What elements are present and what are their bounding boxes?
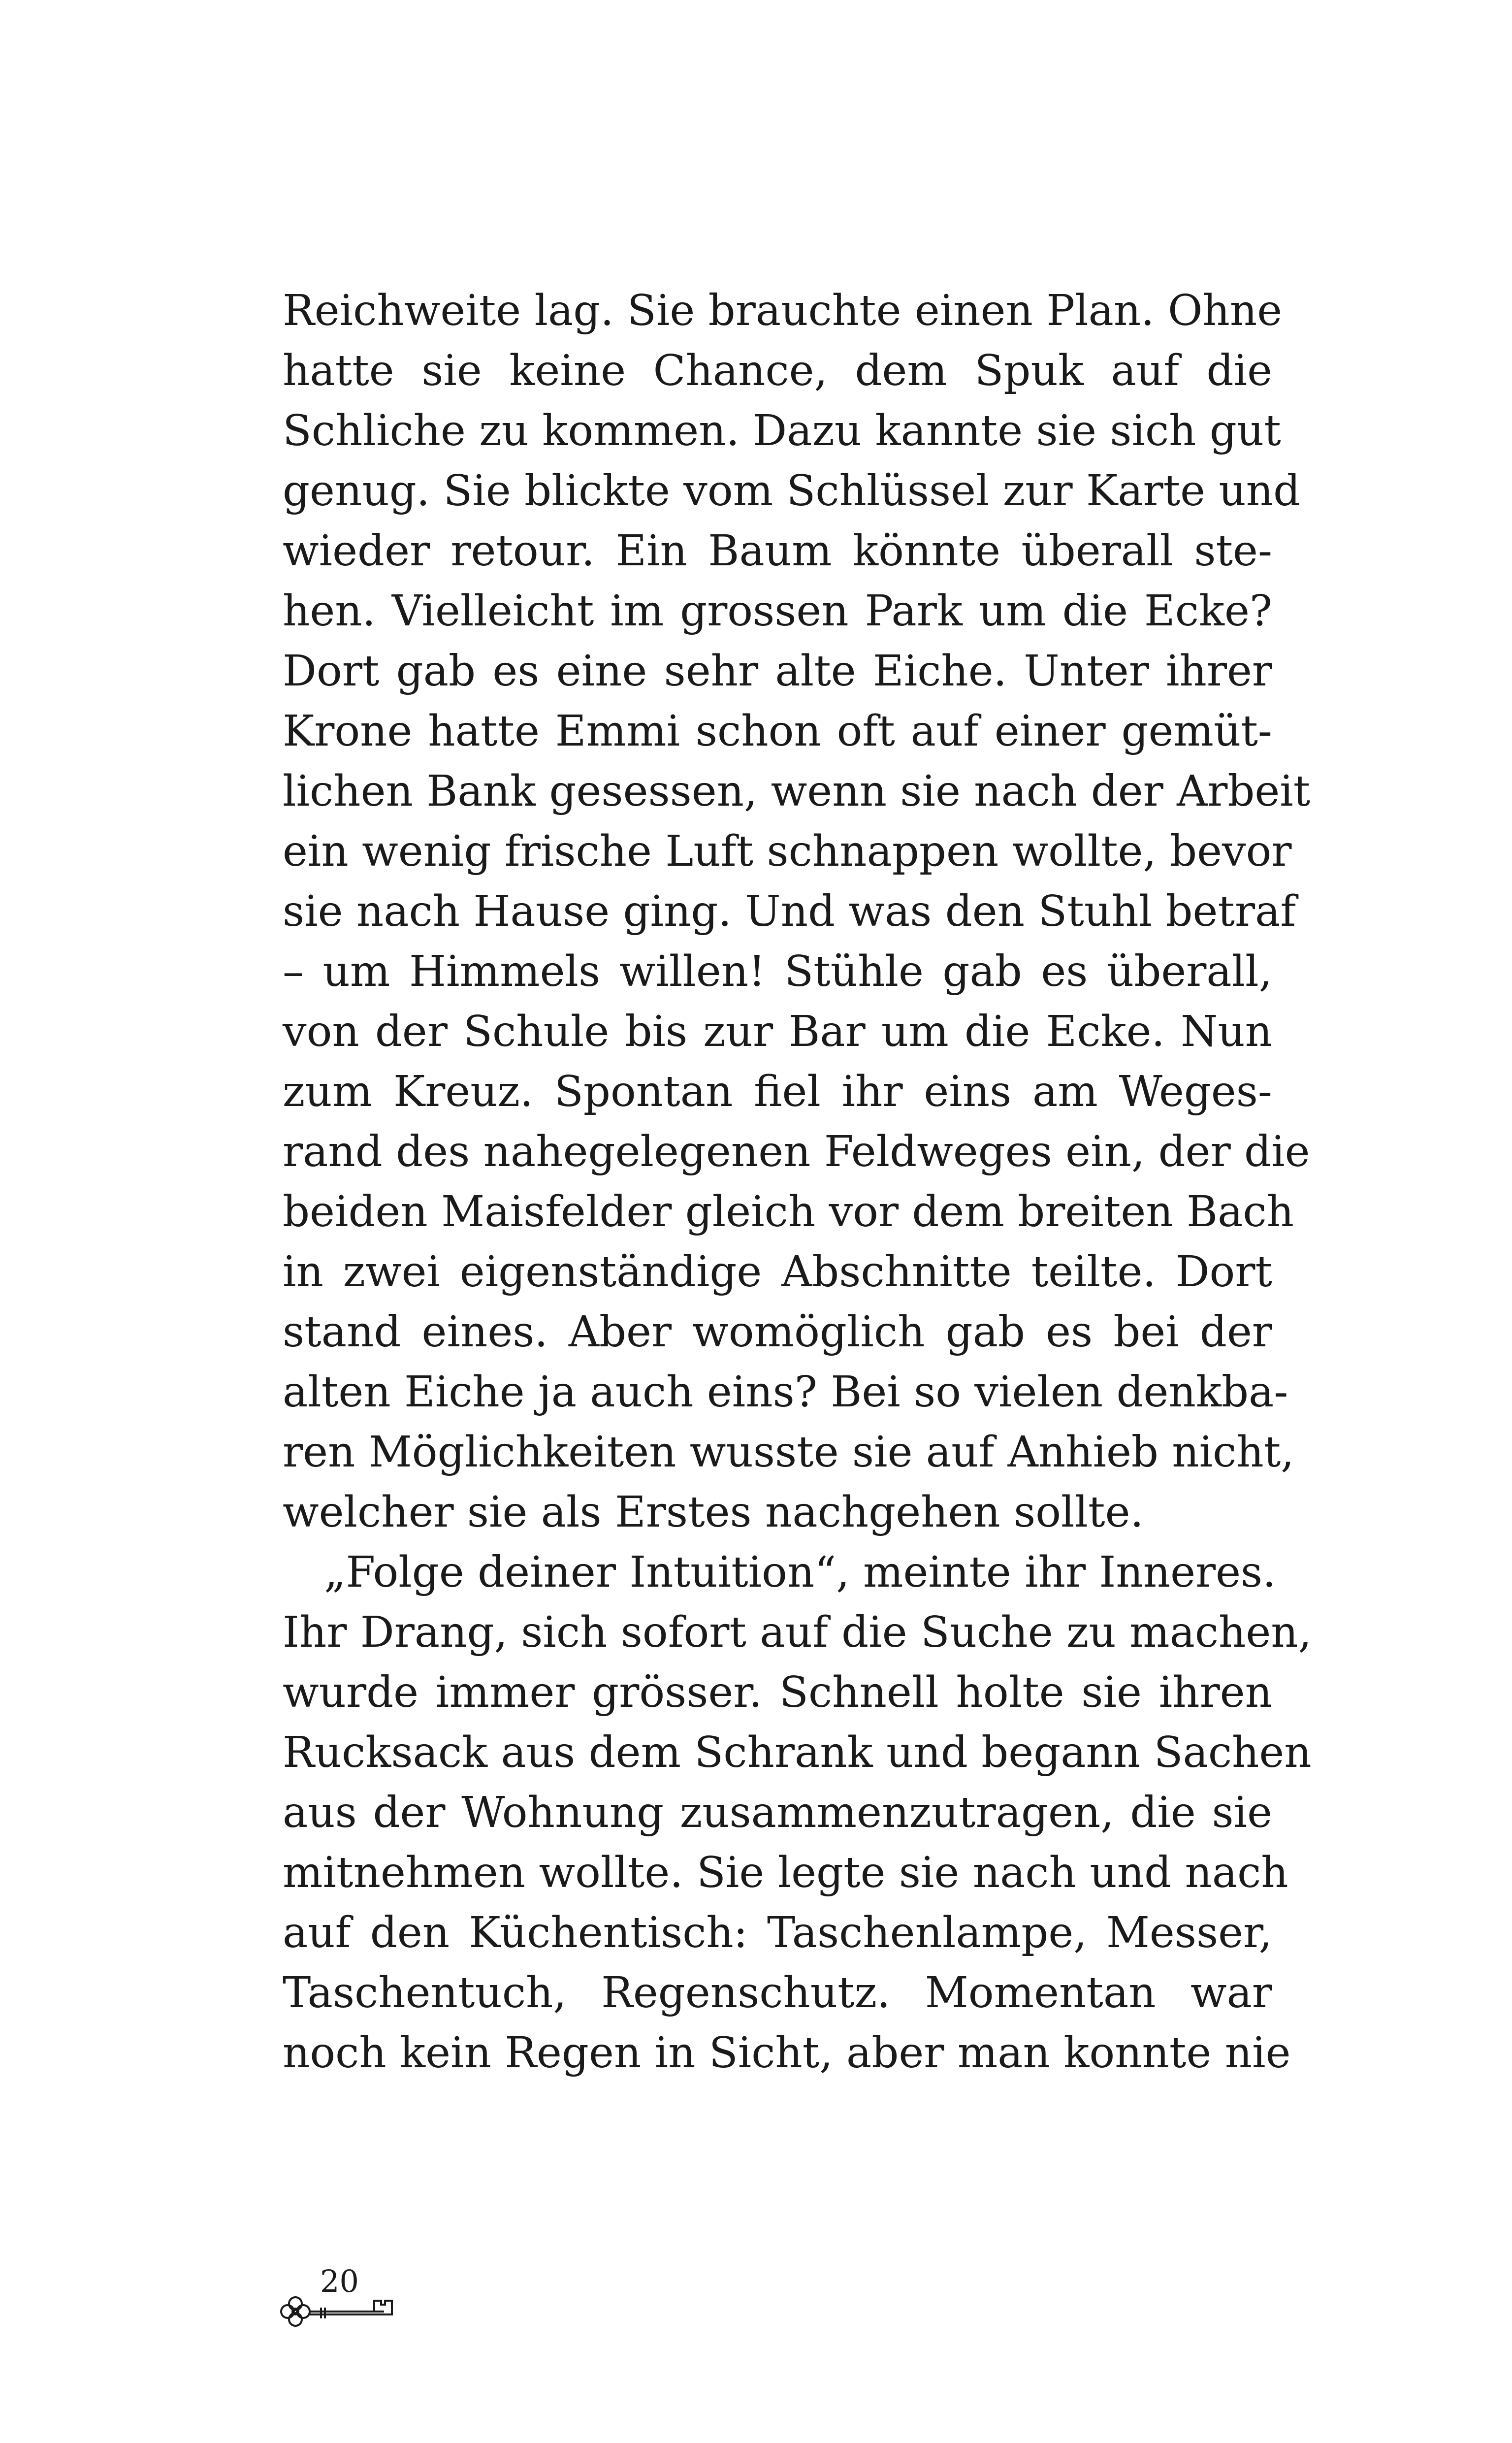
text-line: mitnehmen wollte. Sie legte sie nach und nach bbox=[283, 1848, 1288, 1897]
text-line: stand eines. Aber womöglich gab es bei der bbox=[283, 1307, 1272, 1357]
text-line: zum Kreuz. Spontan fiel ihr eins am Weges- bbox=[283, 1067, 1272, 1116]
text-line: hatte sie keine Chance, dem Spuk auf die bbox=[283, 346, 1272, 395]
text-line: Krone hatte Emmi schon oft auf einer gemüt- bbox=[283, 707, 1272, 756]
text-line: Schliche zu kommen. Dazu kannte sie sich gut bbox=[283, 406, 1281, 456]
text-line: Taschentuch, Regenschutz. Momentan war bbox=[283, 1968, 1272, 2018]
text-line: Rucksack aus dem Schrank und begann Sachen bbox=[283, 1728, 1312, 1777]
text-line: ren Möglichkeiten wusste sie auf Anhieb nicht, bbox=[283, 1428, 1294, 1477]
text-line: ein wenig frische Luft schnappen wollte, bevor bbox=[283, 827, 1292, 876]
text-line: beiden Maisfelder gleich vor dem breiten Bach bbox=[283, 1187, 1294, 1237]
page-number: 20 bbox=[320, 2263, 359, 2299]
text-line: von der Schule bis zur Bar um die Ecke. Nun bbox=[283, 1007, 1272, 1056]
text-line: noch kein Regen in Sicht, aber man konnte nie bbox=[283, 2028, 1291, 2078]
text-line: welcher sie als Erstes nachgehen sollte. bbox=[283, 1488, 1144, 1537]
text-line: wieder retour. Ein Baum könnte überall ste- bbox=[283, 526, 1272, 576]
text-line: aus der Wohnung zusammenzutragen, die sie bbox=[283, 1788, 1272, 1837]
body-text bbox=[283, 281, 1312, 2083]
text-line: Ihr Drang, sich sofort auf die Suche zu machen, bbox=[283, 1608, 1312, 1657]
text-line: alten Eiche ja auch eins? Bei so vielen denkba- bbox=[283, 1368, 1288, 1417]
text-line: lichen Bank gesessen, wenn sie nach der Arbeit bbox=[283, 767, 1311, 816]
text-line: „Folge deiner Intuition“, meinte ihr Inneres. bbox=[324, 1548, 1276, 1597]
text-line: wurde immer grösser. Schnell holte sie ihren bbox=[283, 1668, 1272, 1717]
text-line: Reichweite lag. Sie brauchte einen Plan. Ohne bbox=[283, 286, 1283, 335]
text-line: sie nach Hause ging. Und was den Stuhl betraf bbox=[283, 887, 1296, 936]
text-line: rand des nahegelegenen Feldweges ein, der die bbox=[283, 1127, 1310, 1176]
text-line: – um Himmels willen! Stühle gab es überall, bbox=[283, 947, 1272, 996]
text-line: Dort gab es eine sehr alte Eiche. Unter ihrer bbox=[283, 647, 1272, 696]
text-line: auf den Küchentisch: Taschenlampe, Messer, bbox=[283, 1908, 1272, 1957]
text-line: in zwei eigenständige Abschnitte teilte. Dort bbox=[283, 1247, 1272, 1297]
text-line: genug. Sie blickte vom Schlüssel zur Karte und bbox=[283, 466, 1301, 516]
text-line: hen. Vielleicht im grossen Park um die Ecke? bbox=[283, 586, 1272, 636]
